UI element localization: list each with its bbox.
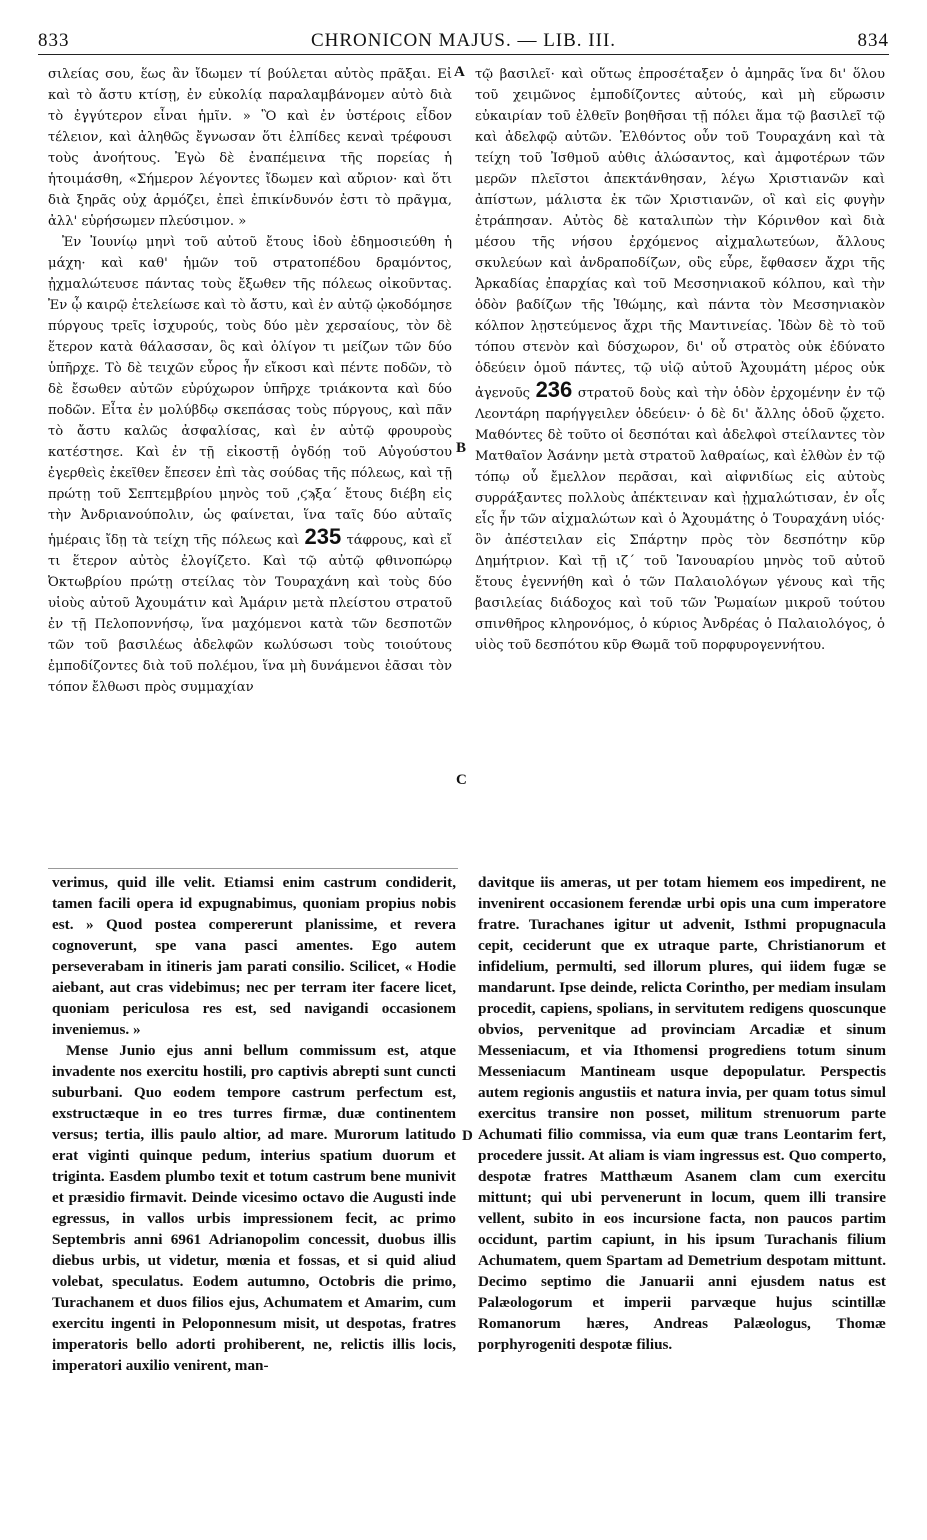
greek-left-text-a: Ἐν Ἰουνίῳ μηνὶ τοῦ αὐτοῦ ἔτους ἰδοὺ ἐδημοσιεύθη ἡ μάχη· καὶ καθ' ἡμῶν τοῦ στρατοπέδου δραμόντος, ᾐχμαλώτευσε πάντας τοὺς ἔξωθεν τῆς πόλεως οἰκοῦντας. Ἐν ᾧ καιρῷ ἐτελείωσε καὶ τὸ ἄστυ, καὶ ἐν αὐτῷ ᾠκοδόμησε πύργους τρεῖς ἰσχυρούς, τοὺς δύο μὲν χερσαίους, τὸν δὲ ἕτερον κατὰ θάλασσαν, ὃς καὶ ὀλίγον τι μείζων τῶν δύο ὑπῆρχε. Τὸ δὲ τειχῶν εὖρος ἦν εἴκοσι καὶ πέντε ποδῶν, τὸ δὲ ἔσωθεν αὐτῶν εὐρύχωρον ὑπῆρχε τριάκοντα καὶ δύο ποδῶν. Εἶτα ἐν μολύβδῳ σκεπάσας τοὺς πύργους, καὶ πᾶν τὸ ἄστυ καλῶς ἀσφαλίσας, καὶ ἐν αὐτῷ φρουροὺς κατέστησε. Καὶ ἐν τῇ εἰκοστῇ ὀγδόῃ τοῦ Αὐγούστου ἐγερθεὶς ἐκεῖθεν ἔπεσεν ἐπὶ τὰς σούδας τῆς πόλεως, καὶ τῇ πρώτῃ τοῦ Σεπτεμβρίου μηνὸς τοῦ ͵ϛϡξα´ ἔτους διέβη εἰς τὴν Ἀνδριανούπολιν, ὡς φαίνεται, ἵνα ταῖς δύο αὐταῖς ἡμέραις ἴδῃ τὰ τείχη τῆς πόλεως καὶ bbox=[48, 235, 452, 548]
margin-mark-a: A bbox=[454, 64, 465, 80]
greek-right-text-b: στρατοῦ δοὺς καὶ τὴν ὁδὸν ἐρχομένην ἐν τῷ Λεοντάρη παρήγγειλεν ὁδεύειν· ὁ δὲ δι' ἄλλης ὁδοῦ ᾤχετο. Μαθόντες δὲ τοῦτο οἱ δεσπόται καὶ ἀδελφοὶ στείλαντες τὸν Ματθαῖον Ἀσάνην μετὰ στρατοῦ λαθραίως, καὶ ἐλθὼν ἐν τῷ τόπῳ οὗ ἔμελλον περᾶσαι, καὶ αἰφνιδίως εἰς αὐτοὺς συρράξαντες πολλοὺς ἀπέκτειναν καὶ ᾐχμαλώτισαν, ἐν οἷς εἷς ἦν τῶν αἰχμαλώτων καὶ ὁ Ἀχουμάτης ὁ Τουραχάνη υἱός· ὃν ἀπέστειλαν εἰς Σπάρτην πρὸς τὸν δεσπότην κῦρ Δημήτριον. Καὶ τῇ ιζ´ τοῦ Ἰανουαρίου μηνὸς τοῦ αὐτοῦ ἔτους ἐγεννήθη καὶ ὁ τῶν Παλαιολόγων γένους καὶ τῆς βασιλείας διάδοχος καὶ τοῦ τῶν Ῥωμαίων μικροῦ τούτου σπινθῆρος κληρονόμος, ὁ κύριος Ἀνδρέας ὁ Παλαιολόγος, ὁ υἱὸς τοῦ δεσπότου κῦρ Θωμᾶ τοῦ πορφυρογεννήτου. bbox=[475, 386, 885, 653]
greek-right-text-a: τῷ βασιλεῖ· καὶ οὕτως ἐπροσέταξεν ὁ ἀμηρᾶς ἵνα δι' ὅλου τοῦ χειμῶνος ἐμποδίζοντες αὐτούς, καὶ μὴ εὕρωσιν εὐκαιρίαν τοῦ ἐλθεῖν βοηθῆσαι τῇ πόλει ἅμα τῷ βασιλεῖ τῷ καὶ ἀδελφῷ αὐτῶν. Ἐλθόντος οὖν τοῦ Τουραχάνη καὶ τὰ τείχη τοῦ Ἰσθμοῦ αὐθις ἁλώσαντος, καὶ ἀμφοτέρων τῶν μερῶν πλεῖστοι ἀπεκτάνθησαν, λέγω Χριστιανῶν καὶ ἀπίστων, μάλιστα ἐκ τῶν Χριστιανῶν, οἳ καὶ εἰς φυγὴν ἐτράπησαν. Αὐτὸς δὲ καταλιπὼν τὴν Κόρινθον καὶ διὰ μέσου τῆς νήσου ἐρχόμενος αἰχμαλωτεύων, ἄλλους σκυλεύων καὶ ἀνδραποδίζων, οὓς εὗρε, ἔφθασεν ἄχρι τῆς Ἀρκαδίας ἐπαρχίας καὶ τοῦ Μεσσηνιακοῦ κόλπου, καὶ τὴν ὁδὸν βαδίζων τῆς Ἰθώμης, καὶ πάντα τὸν Μεσσηνιακὸν κόλπον λῃστεύμενος ἄχρι τῆς Μαντινείας. Ἰδὼν δὲ τὸ τοῦ τόπου στενὸν καὶ δύσχωρον, δι' οὗ στρατὸς οὐκ ἐδύνατο ὁδεύειν ὁμοῦ πάντες, τῷ υἱῷ αὐτοῦ Ἀχουμάτη μέρος οὐκ ἀγενοῦς bbox=[475, 67, 885, 401]
greek-column-right bbox=[475, 64, 885, 656]
column-number-236: 236 bbox=[535, 377, 573, 402]
page-number-left: 833 bbox=[38, 30, 70, 51]
greek-column-left bbox=[48, 64, 452, 698]
latin-left-paragraph-2: Mense Junio ejus anni bellum commissum est, atque invadente nos exercitu hostili, pro captivis abrepti sunt cuncti suburbani. Quo eodem tempore castrum perfectum est, exstructæque in eo tres turres firmæ, duæ continentem versus; tertia, illis paulo altior, ad mare. Murorum latitudo erat viginti quinque pedum, interius spatium duorum et triginta. Easdem plumbo texit et totum castrum bene munivit et præsidio firmavit. Deinde vicesimo octavo die Augusti inde egressus, in vallos urbis impressionem fecit, ac primo Septembris anni 6961 Adrianopolim concessit, duobus illis diebus urbis, ut videtur, mœnia et fossas, et si quid aliud volebat, speculatus. Eodem autumno, Octobris die primo, Turachanem et duos filios ejus, Achumatem et Amarim, cum exercitu ingenti in Peloponnesum misit, ut despotas, fratres imperatoris bello adorti prohiberent, ne, relictis illis locis, imperatori auxilio venirent, man- bbox=[52, 1042, 456, 1374]
running-title: CHRONICON MAJUS. — LIB. III. bbox=[310, 30, 617, 51]
greek-right-paragraph-1 bbox=[475, 64, 885, 656]
running-header bbox=[38, 30, 889, 55]
column-number-235: 235 bbox=[304, 524, 342, 549]
latin-column-left bbox=[52, 872, 456, 1376]
greek-left-paragraph-1: σιλείας σου, ἕως ἂν ἴδωμεν τί βούλεται αὐτὸς πρᾶξαι. Εἰ καὶ τὸ ἄστυ κτίσῃ, ἐν εὐκολίᾳ παραλαμβάνομεν αὐτὸ διὰ τὸ ἐγγύτερον εἶναι ἡμῖν. » Ὃ καὶ ἐν ὑστέροις εἶδον τέλειον, καὶ ἀληθῶς ἔγνωσαν ὅτι ἐλπίδες κεναὶ τρέφουσι τοὺς ἀνοήτους. Ἐγὼ δὲ ἐναπέμεινα τῆς πορείας ἡ ἡτοιμάσθη, «Σήμερον λέγοντες ἴδωμεν καὶ αὔριον· καὶ ὅτι διὰ ξηρᾶς οὐχ ἁρμόζει, ἐπεὶ ἐπικίνδυνόν ἐστι τὸ πρᾶγμα, ἀλλ' εὑρήσωμεν πλεύσιμον. » bbox=[48, 67, 452, 229]
margin-mark-c: C bbox=[456, 772, 467, 788]
latin-column-right bbox=[478, 872, 886, 1355]
greek-left-text-b: τάφρους, καὶ εἴ τι ἕτερον αὐτὸς ἐλογίζετο. Καὶ τῷ αὐτῷ φθινοπώρῳ Ὀκτωβρίου πρώτῃ στείλας τὸν Τουραχάνη καὶ τοὺς δύο υἱοὺς αὐτοῦ Ἀχουμάτιν καὶ Ἀμάριν μετὰ πλείστου στρατοῦ ἐν τῇ Πελοποννήσῳ, ἵνα μαχόμενοι κατὰ τῶν δεσποτῶν τῶν τοῦ βασιλέως ἀδελφῶν κωλύσωσι τοὺς τοιούτους ἐμποδίζοντες διὰ τοῦ πολέμου, ἵνα μὴ δυνάμενοι ἐᾶσαι τὸν τόπον ἔλθωσι πρὸς συμμαχίαν bbox=[48, 533, 452, 695]
margin-mark-b: B bbox=[456, 440, 467, 456]
latin-right-paragraph-1: davitque iis ameras, ut per totam hiemem eos impedirent, ne invenirent occasionem ferendæ urbi opis una cum imperatore fratre. Turachanes igitur ut advenit, Isthmi propugnacula cepit, ceciderunt que ex utraque parte, Christianorum et infidelium, permulti, sed illorum plures, qui iidem fugæ se mandarunt. Ipse deinde, relicta Corintho, per mediam insulam procedit, capiens, spolians, in servitutem redigens quoscunque obvios, pervenitque ad provinciam Arcadiæ et sinum Messeniacum, et via Ithomensi progrediens totum sinum Messeniacum Mantineam usque depopulatur. Perspectis autem regionis angustiis et natura invia, per quam totus simul exercitus transire non posset, militum strenuorum parte Achumati filio commissa, via eum quæ trans Leontarim fert, procedere jussit. At aliam is viam ingressus est. Quo comperto, despotæ fratres Matthæum Asanem clam cum exercitu mittunt; qui ubi pervenerunt in locum, quem illi transire vellent, subito in eos incursione facta, non paucos partim occidunt, partim capiunt, in his ipsum Turachanis filium Achumatem, quem Spartam ad Demetrium despotam mittunt. Decimo septimo die Januarii anni ejusdem natus est Palæologorum et imperii parvæque hujus scintillæ Romanorum hæres, Andreas Palæologus, Thomæ porphyrogeniti despotæ filius. bbox=[478, 874, 886, 1353]
greek-left-paragraph-2 bbox=[48, 232, 452, 698]
latin-left-paragraph-1: verimus, quid ille velit. Etiamsi enim castrum condiderit, tamen facili opera id expugnabimus, quoniam propius nobis est. » Quod postea compererunt planissime, et revera cognoverunt, spe vana pasci amentes. Ego autem perseverabam in itineris jam parati consilio. Scilicet, « Hodie aiebant, aut cras videbimus; nec per terram iter facere licet, quoniam periculosa res est, sed navigandi occasionem inveniemus. » bbox=[52, 874, 456, 1038]
margin-mark-d: D bbox=[462, 1128, 473, 1144]
section-divider bbox=[48, 868, 458, 869]
page-number-right: 834 bbox=[857, 30, 889, 51]
